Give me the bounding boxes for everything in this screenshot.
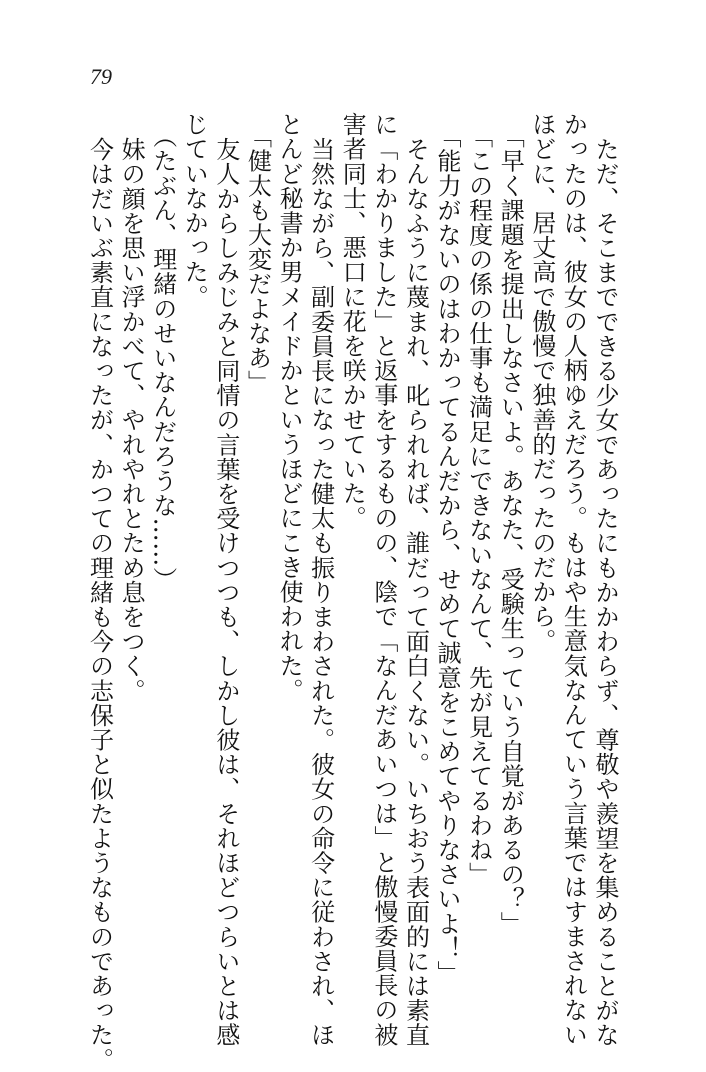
dialogue-line: 「能力がないのはわかってるんだから、せめて誠意をこめてやりなさいよ！」 [433, 124, 462, 985]
text-line: 当然ながら、副委員長になった健太も振りまわされた。彼女の命令に従わされ、ほ [306, 137, 335, 1048]
text-line: 友人からしみじみと同情の言葉を受けつつも、しかし彼は、それほどつらいとは感 [211, 137, 240, 1048]
text-line: 妹の顔を思い浮かべて、やれやれとため息をつく。 [117, 137, 146, 703]
thought-line: （たぶん、理緒のせいなんだろうな……） [148, 124, 177, 592]
text-line: そんなふうに蔑まれ、叱られれば、誰だって面白くない。いちおう表面的には素直 [401, 137, 430, 1048]
text-line: とんど秘書か男メイドかというほどにこき使われた。 [275, 112, 304, 703]
text-line: ただ、そこまでできる少女であったにもかかわらず、尊敬や羨望を集めることがな [591, 137, 619, 1048]
text-line: じていなかった。 [180, 112, 209, 309]
text-line: 今はだいぶ素直になったが、かつての理緒も今の志保子と似たようなものであった。 [85, 137, 114, 1072]
text-line: ほどに、居丈高で傲慢で独善的だったのだから。 [527, 112, 556, 654]
dialogue-line: 「早く課題を提出しなさいよ。あなた、受験生っていう自覚があるの？」 [496, 124, 525, 936]
page-number: 79 [90, 64, 112, 89]
text-line: かったのは、彼女の人柄ゆえだろう。もはや生意気なんていう言葉ではすまされない [559, 112, 588, 1047]
dialogue-line: 「健太も大変だよなあ」 [243, 124, 272, 395]
dialogue-line: 「この程度の係の仕事も満足にできないなんて、先が見えてるわね」 [464, 124, 493, 887]
body-text [83, 112, 620, 1072]
text-line: 害者同士、悪口に花を咲かせていた。 [338, 112, 367, 531]
text-line: に「わかりました」と返事をするものの、陰で「なんだあいつは」と傲慢委員長の被 [369, 112, 398, 1047]
